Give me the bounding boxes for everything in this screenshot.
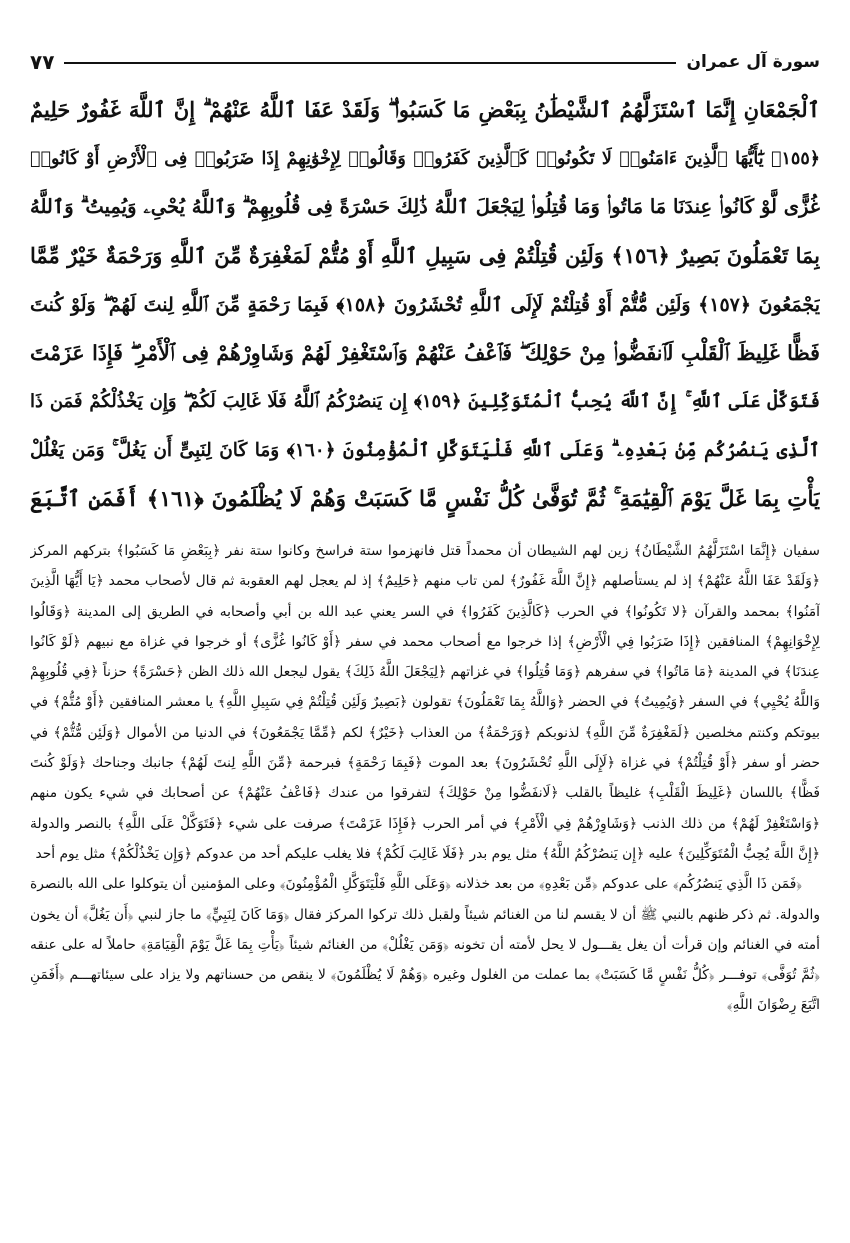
surah-name: سورة آل عمران (686, 52, 820, 72)
commentary-paragraph: ﴿فَمَن ذَا الَّذِي يَنصُرُكُم﴾ على عدوكم ﴿مِّن بَعْدِهِ﴾ من بعد خذلانه ﴿وَعَلَى اللَّهِ فَلْيَتَوَكَّلِ الْمُؤْمِنُونَ﴾ وعلى المؤمنين أن يتوكلوا على الله بالنصرة والدولة. ثم ذكر ظنهم بالنبي ﷺ أن لا يقسم لنا من الغنائم شيئاً ولقبل ذلك تركوا المركز فقال ﴿وَمَا كَانَ لِنَبِيٍّ﴾ ما جاز لنبي ﴿أَن يَغُلَّ﴾ أن يخون أمته في الغنائم وإن قرأت أن يغل يقـــول لا يحل لأمته أن تخونه ﴿وَمَن يَغْلُلْ﴾ من الغنائم شيئاً ﴿يَأْتِ بِمَا غَلَّ يَوْمَ الْقِيَامَةِ﴾ حاملاً له على عنقه ﴿ثُمَّ تُوَفَّى﴾ توفـــر ﴿كُلُّ نَفْسٍ مَّا كَسَبَتْ﴾ بما عملت من الغلول وغيره ﴿وَهُمْ لَا يُظْلَمُونَ﴾ لا ينقص من حسناتهم ولا يزاد على سيئاتهـــم ﴿أَفَمَنِ اتَّبَعَ رِضْوَانَ اللَّهِ﴾ (30, 876, 820, 1014)
page-number: ٧٧ (30, 50, 55, 74)
header-rule (64, 62, 676, 64)
quran-line: فَظًّا غَلِيظَ ٱلْقَلْبِ لَٱنفَضُّوا۟ مِنْ حَوْلِكَ ۖ فَٱعْفُ عَنْهُمْ وَٱسْتَغْفِرْ لَهُمْ وَشَاوِرْهُمْ فِى ٱلْأَمْرِ ۖ فَإِذَا عَزَمْتَ (30, 341, 820, 366)
quran-line: فَتَوَكَّلْ عَلَى ٱللَّهِ ۚ إِنَّ ٱللَّهَ يُحِبُّ ٱلْمُتَوَكِّلِينَ ﴿١٥٩﴾ إِن يَنصُرْكُمُ ٱللَّهُ فَلَا غَالِبَ لَكُمْ ۖ وَإِن يَخْذُلْكُمْ فَمَن ذَا (30, 391, 820, 413)
quran-line: يَأْتِ بِمَا غَلَّ يَوْمَ ٱلْقِيَٰمَةِ ۚ ثُمَّ تُوَفَّىٰ كُلُّ نَفْسٍ مَّا كَسَبَتْ وَهُمْ لَا يُظْلَمُونَ ﴿١٦١﴾ أَفَمَنِ ٱتَّبَعَ (30, 486, 820, 512)
quran-line: بِمَا تَعْمَلُونَ بَصِيرٌ ﴿١٥٦﴾ وَلَئِن قُتِلْتُمْ فِى سَبِيلِ ٱللَّهِ أَوْ مُتُّمْ لَمَغْفِرَةٌ مِّنَ ٱللَّهِ وَرَحْمَةٌ خَيْرٌ مِّمَّا (30, 243, 820, 269)
quran-text-block (30, 86, 820, 526)
commentary-paragraph: سفيان ﴿إِنَّمَا اسْتَزَلَّهُمُ الشَّيْطَانُ﴾ زين لهم الشيطان أن محمداً قتل فانهزموا ستة فراسخ وكانوا ستة نفر ﴿بِبَعْضِ مَا كَسَبُوا﴾ بتركهم المركز ﴿وَلَقَدْ عَفَا اللَّهُ عَنْهُمْ﴾ إذ لم يستأصلهم ﴿إِنَّ اللَّهَ غَفُورٌ﴾ لمن تاب منهم ﴿حَلِيمٌ﴾ إذ لم يعجل لهم العقوبة ثم قال لأصحاب محمد ﴿يَا أَيُّهَا الَّذِينَ آمَنُوا﴾ بمحمد والقرآن ﴿لا تَكُونُوا﴾ في الحرب ﴿كَالَّذِينَ كَفَرُوا﴾ في السر يعني عبد الله بن أبي وأصحابه في الطريق إلى المدينة ﴿وَقَالُوا لِإِخْوَانِهِمْ﴾ المنافقين ﴿إِذَا ضَرَبُوا فِي الْأَرْضِ﴾ إذا خرجوا مع أصحاب محمد في سفر ﴿أَوْ كَانُوا غُزًّى﴾ أو خرجوا في غزاة مع نبيهم ﴿لَوْ كَانُوا عِندَنَا﴾ في المدينة ﴿مَا مَاتُوا﴾ في سفرهم ﴿وَمَا قُتِلُوا﴾ في غزاتهم ﴿لِيَجْعَلَ اللَّهُ ذَلِكَ﴾ يقول ليجعل الله ذلك الظن ﴿حَسْرَةً﴾ حزناً ﴿فِي قُلُوبِهِمْ وَاللَّهُ يُحْيِي﴾ في السفر ﴿وَيُمِيتُ﴾ في الحضر ﴿وَاللَّهُ بِمَا تَعْمَلُونَ﴾ تقولون ﴿بَصِيرٌ وَلَئِن قُتِلْتُمْ فِي سَبِيلِ اللَّهِ﴾ يا معشر المنافقين ﴿أَوْ مُتُّمْ﴾ في بيوتكم وكنتم مخلصين ﴿لَمَغْفِرَةٌ مِّنَ اللَّهِ﴾ لذنوبكم ﴿وَرَحْمَةٌ﴾ من العذاب ﴿خَيْرٌ﴾ لكم ﴿مِّمَّا يَجْمَعُونَ﴾ في الدنيا من الأموال ﴿وَلَئِن مُّتُّمْ﴾ في حضر أو سفر ﴿أَوْ قُتِلْتُمْ﴾ في غزاة ﴿لَإِلَى اللَّهِ تُحْشَرُونَ﴾ بعد الموت ﴿فَبِمَا رَحْمَةٍ﴾ فبرحمة ﴿مِّنَ اللَّهِ لِنتَ لَهُمْ﴾ جانبك وجناحك ﴿وَلَوْ كُنتَ فَظًّا﴾ باللسان ﴿غَلِيظَ الْقَلْبِ﴾ غليظاً بالقلب ﴿لَانفَضُّوا مِنْ حَوْلِكَ﴾ لتفرقوا من عندك ﴿فَاعْفُ عَنْهُمْ﴾ عن أصحابك في شيء يكون منهم ﴿وَاسْتَغْفِرْ لَهُمْ﴾ من ذلك الذنب ﴿وَشَاوِرْهُمْ فِي الْأَمْرِ﴾ في أمر الحرب ﴿فَإِذَا عَزَمْتَ﴾ صرفت على شيء ﴿فَتَوَكَّلْ عَلَى اللَّهِ﴾ بالنصر والدولة ﴿إِنَّ اللَّهَ يُحِبُّ الْمُتَوَكِّلِينَ﴾ عليه ﴿إِن يَنصُرْكُمُ اللَّهُ﴾ مثل يوم بدر ﴿فَلَا غَالِبَ لَكُمْ﴾ فلا يغلب عليكم أحد من عدوكم ﴿وَإِن يَخْذُلْكُمْ﴾ مثل يوم أحد (30, 543, 820, 862)
quran-line: يَجْمَعُونَ ﴿١٥٧﴾ وَلَئِن مُّتُّمْ أَوْ قُتِلْتُمْ لَإِلَى ٱللَّهِ تُحْشَرُونَ ﴿١٥٨﴾ فَبِمَا رَحْمَةٍ مِّنَ ٱللَّهِ لِنتَ لَهُمْ ۖ وَلَوْ كُنتَ (30, 293, 820, 316)
quran-line: ٱلَّذِى يَنصُرُكُم مِّنۢ بَعْدِهِۦ ۗ وَعَلَى ٱللَّهِ فَلْيَتَوَكَّلِ ٱلْمُؤْمِنُونَ ﴿١٦٠﴾ وَمَا كَانَ لِنَبِىٍّ أَن يَغُلَّ ۚ وَمَن يَغْلُلْ (30, 439, 820, 461)
quran-line: ﴿١٥٥﴾ يَٰٓأَيُّهَا ٱلَّذِينَ ءَامَنُوا۟ لَا تَكُونُوا۟ كَٱلَّذِينَ كَفَرُوا۟ وَقَالُوا۟ لِإِخْوَٰنِهِمْ إِذَا ضَرَبُوا۟ فِى ٱلْأَرْضِ أَوْ كَانُوا۟ (30, 148, 820, 169)
quran-line: ٱلْجَمْعَانِ إِنَّمَا ٱسْتَزَلَّهُمُ ٱلشَّيْطَٰنُ بِبَعْضِ مَا كَسَبُوا۟ ۖ وَلَقَدْ عَفَا ٱللَّهُ عَنْهُمْ ۗ إِنَّ ٱللَّهَ غَفُورٌ حَلِيمٌ (30, 97, 820, 122)
page-header (30, 48, 820, 76)
quran-line: غُزًّى لَّوْ كَانُوا۟ عِندَنَا مَا مَاتُوا۟ وَمَا قُتِلُوا۟ لِيَجْعَلَ ٱللَّهُ ذَٰلِكَ حَسْرَةً فِى قُلُوبِهِمْ ۗ وَٱللَّهُ يُحْىِۦ وَيُمِيتُ ۗ وَٱللَّهُ (30, 195, 820, 219)
tafsir-commentary (30, 536, 820, 1226)
